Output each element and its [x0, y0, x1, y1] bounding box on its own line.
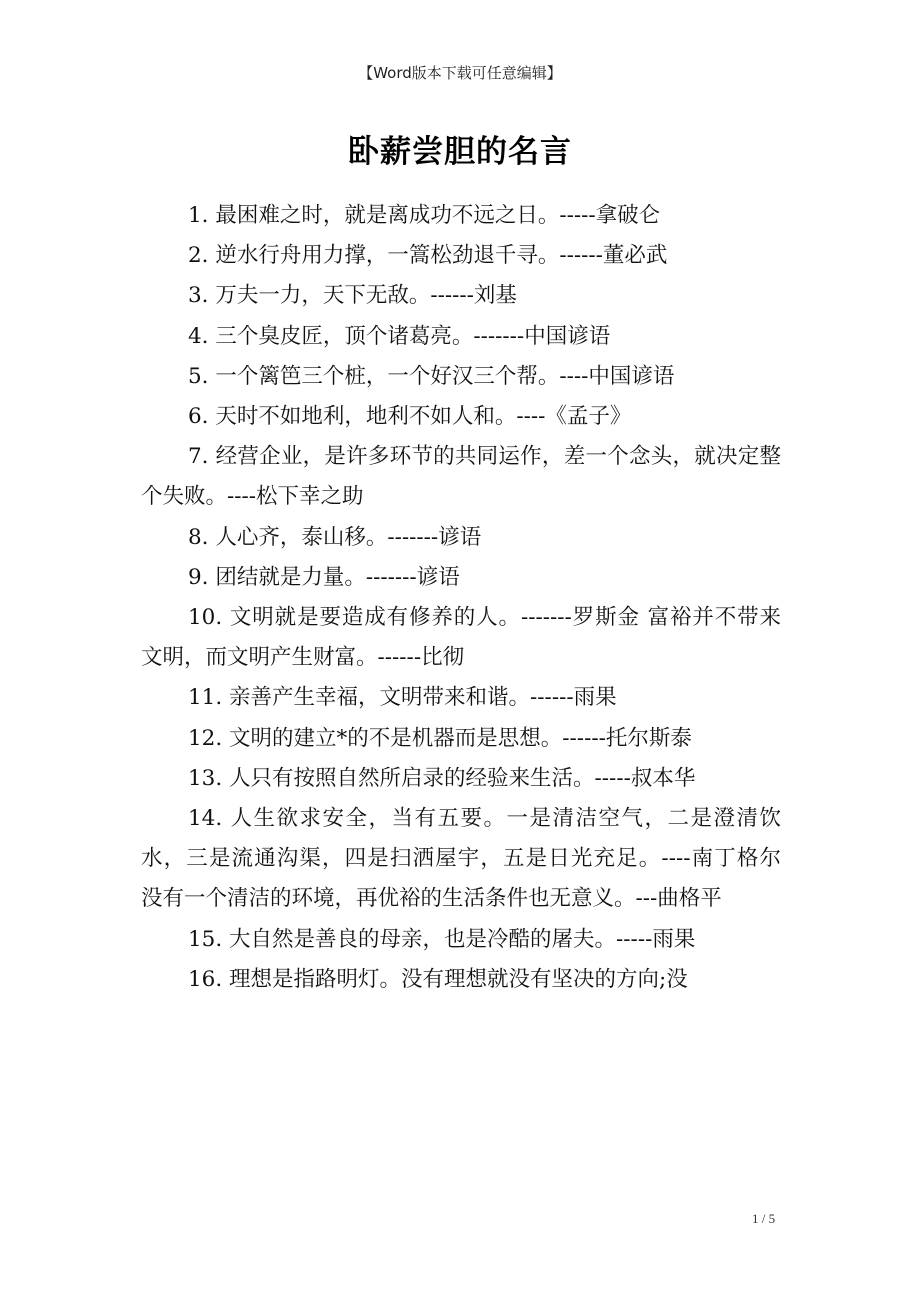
quote-paragraph: 13. 人只有按照自然所启录的经验来生活。-----叔本华 [188, 765, 696, 791]
document-header-note: 【Word版本下载可任意编辑】 [358, 64, 562, 82]
quote-paragraph: 6. 天时不如地利，地利不如人和。----《孟子》 [188, 404, 632, 430]
quote-paragraph: 15. 大自然是善良的母亲，也是冷酷的屠夫。-----雨果 [188, 926, 696, 952]
quote-paragraph: 7. 经营企业，是许多环节的共同运作，差一个念头，就决定整个失败。----松下幸之助 [141, 444, 781, 510]
quote-paragraph: 5. 一个篱笆三个桩，一个好汉三个帮。----中国谚语 [188, 363, 675, 389]
quote-paragraph: 8. 人心齐，泰山移。-------谚语 [188, 524, 482, 550]
quote-paragraph: 12. 文明的建立*的不是机器而是思想。------托尔斯泰 [188, 725, 692, 751]
quote-paragraph: 1. 最困难之时，就是离成功不远之日。-----拿破仑 [188, 203, 661, 228]
quote-paragraph: 4. 三个臭皮匠，顶个诸葛亮。-------中国谚语 [188, 323, 611, 349]
quote-paragraph: 3. 万夫一力，天下无敌。------刘基 [188, 283, 517, 309]
page-number: 1 / 5 [752, 1211, 776, 1226]
quote-paragraph: 10. 文明就是要造成有修养的人。-------罗斯金 富裕并不带来文明，而文明产生财富。------比彻 [141, 605, 781, 671]
document-title: 卧薪尝胆的名言 [348, 134, 572, 170]
quote-paragraph: 11. 亲善产生幸福，文明带来和谐。------雨果 [188, 685, 617, 711]
document-body [141, 196, 795, 1000]
quote-paragraph: 9. 团结就是力量。-------谚语 [188, 564, 460, 590]
quote-paragraph: 14. 人生欲求安全，当有五要。一是清洁空气，二是澄清饮水，三是流通沟渠，四是扫洒屋宇，五是日光充足。----南丁格尔 没有一个清洁的环境，再优裕的生活条件也无意义。---曲格平 [141, 806, 795, 912]
quote-paragraph: 2. 逆水行舟用力撑，一篙松劲退千寻。------董必武 [188, 243, 668, 269]
quote-paragraph: 16. 理想是指路明灯。没有理想就没有坚决的方向;没 [188, 966, 688, 992]
